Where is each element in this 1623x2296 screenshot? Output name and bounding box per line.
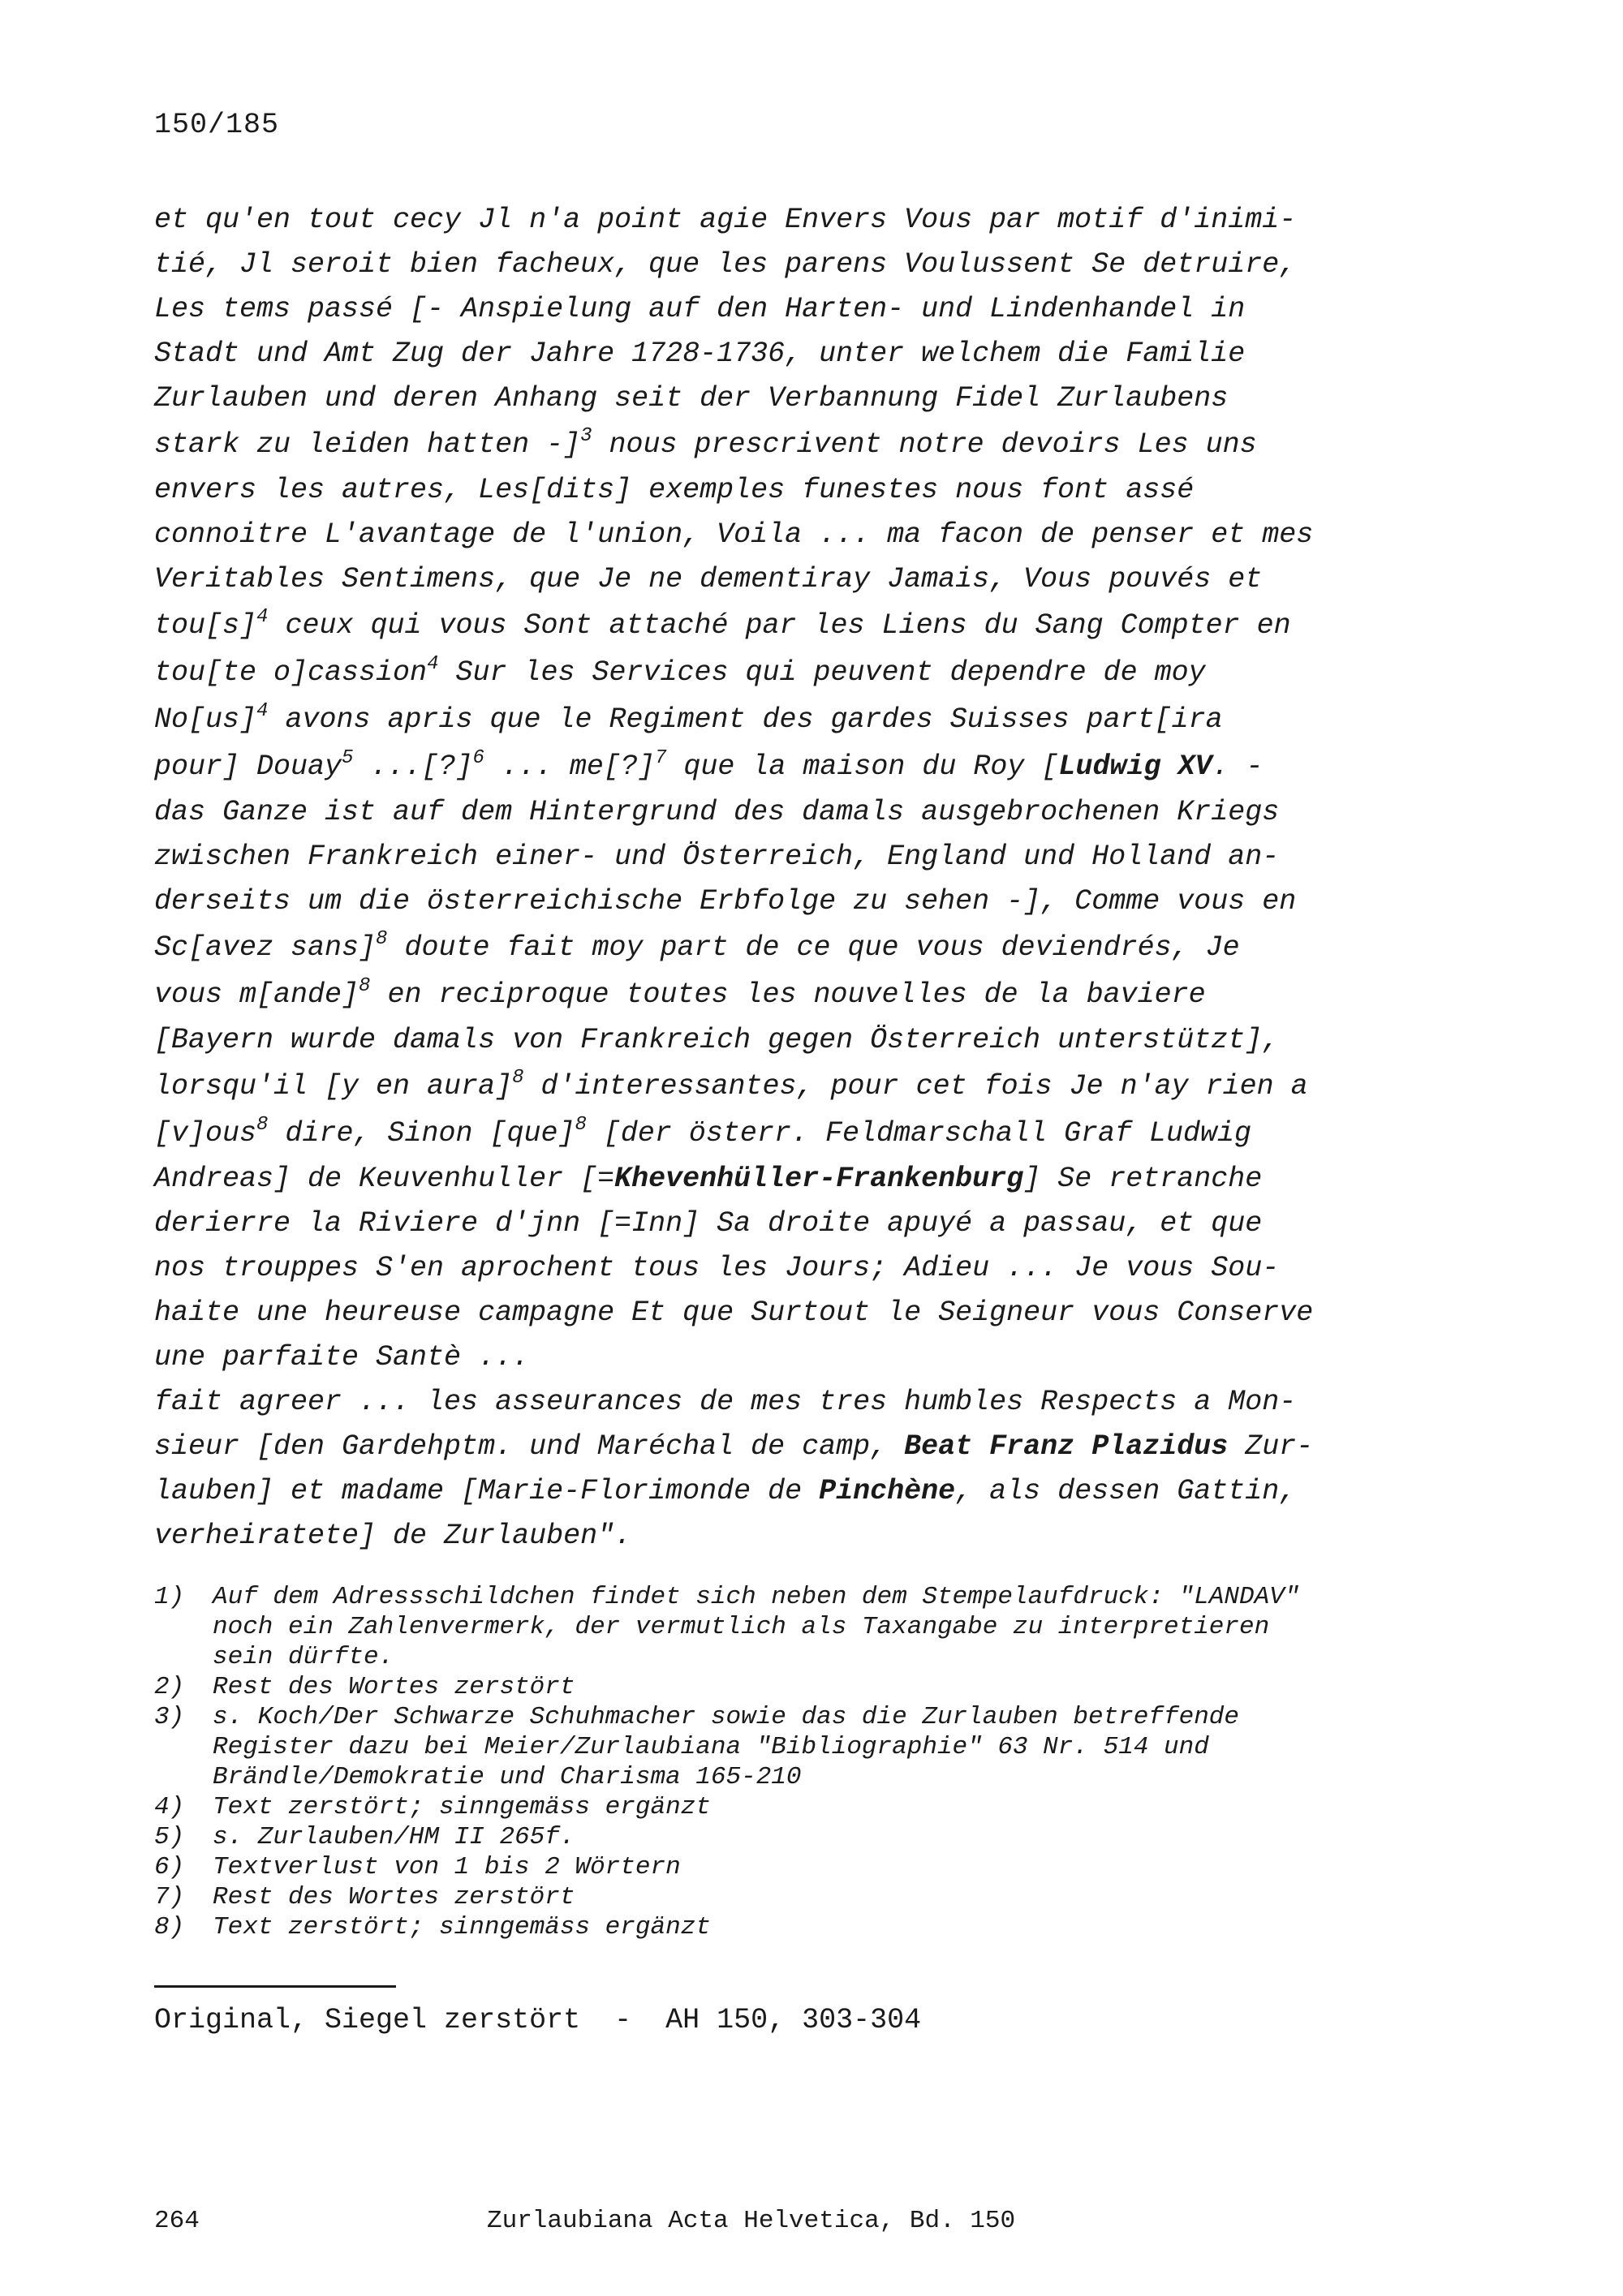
body-line — [154, 468, 1420, 513]
body-line — [154, 924, 1420, 971]
text-segment: tou[te o]cassion — [154, 656, 428, 689]
footnote-ref: 4 — [256, 700, 269, 722]
text-segment: ] Se retranche — [1023, 1163, 1263, 1195]
text-segment: Andreas] de Keuvenhuller [= — [154, 1163, 615, 1195]
text-segment: connoitre L'avantage de l'union, Voila ... ma facon de penser et mes — [154, 518, 1314, 551]
body-line — [154, 1291, 1420, 1335]
body-line — [154, 198, 1420, 243]
footnote-ref: 8 — [376, 928, 388, 950]
text-segment: ... me[?] — [484, 750, 655, 783]
body-line — [154, 513, 1420, 557]
footnote-ref: 6 — [472, 747, 484, 769]
body-line — [154, 421, 1420, 468]
footnote-text: sein dürfte. — [213, 1643, 394, 1671]
footnote-ref: 8 — [512, 1067, 524, 1089]
source-note: Original, Siegel zerstört - AH 150, 303-304 — [154, 2004, 922, 2036]
body-line — [154, 1246, 1420, 1291]
body-line — [154, 696, 1420, 743]
footnote-text: Rest des Wortes zerstört — [213, 1673, 575, 1701]
footnote-line — [154, 1882, 1453, 1912]
body-line — [154, 879, 1420, 924]
body-line — [154, 1514, 1420, 1559]
text-segment: en reciproque toutes les nouvelles de la baviere — [370, 978, 1206, 1011]
text-segment: Stadt und Amt Zug der Jahre 1728-1736, unter welchem die Familie — [154, 338, 1246, 370]
footnote-ref: 5 — [342, 747, 354, 769]
body-line — [154, 602, 1420, 649]
footnote-number: 1) — [154, 1583, 185, 1611]
footnote-line — [154, 1582, 1453, 1612]
text-segment: Sc[avez sans] — [154, 931, 377, 964]
footnote-ref: 8 — [256, 1114, 269, 1136]
footnote-line — [154, 1672, 1453, 1702]
footnote — [154, 1882, 1453, 1912]
text-segment: avons apris que le Regiment des gardes Suisses part[ira — [268, 703, 1223, 736]
body-line — [154, 790, 1420, 835]
footnote-number: 6) — [154, 1853, 185, 1881]
body-line — [154, 835, 1420, 879]
body-line — [154, 1335, 1420, 1380]
footnotes — [154, 1582, 1453, 1942]
text-segment: [der österr. Feldmarschall Graf Ludwig — [586, 1117, 1252, 1150]
text-segment: vous m[ande] — [154, 978, 359, 1011]
footnote — [154, 1852, 1453, 1882]
footer-page-number: 264 — [154, 2207, 200, 2235]
footnote-text: noch ein Zahlenvermerk, der vermutlich als Taxangabe zu interpretieren — [213, 1613, 1270, 1641]
body-line — [154, 1425, 1420, 1469]
footnote-ref: 8 — [575, 1114, 587, 1136]
text-segment: verheiratete] de Zurlauben". — [154, 1520, 632, 1552]
footnote-number: 4) — [154, 1793, 185, 1821]
page-counter: 150/185 — [154, 109, 280, 141]
footer-publication: Zurlaubiana Acta Helvetica, Bd. 150 — [487, 2207, 1016, 2235]
text-segment: fait agreer ... les asseurances de mes tres humbles Respects a Mon- — [154, 1386, 1297, 1418]
body-line — [154, 557, 1420, 602]
body-line — [154, 243, 1420, 287]
text-segment: Zur- — [1228, 1430, 1314, 1463]
bold-name: Ludwig XV — [1058, 750, 1212, 783]
text-segment: nos trouppes S'en aprochent tous les Jours; Adieu ... Je vous Sou- — [154, 1252, 1280, 1284]
body-line — [154, 649, 1420, 696]
text-segment: [Bayern wurde damals von Frankreich gegen Österreich unterstützt], — [154, 1024, 1280, 1056]
text-segment: nous prescrivent notre devoirs Les uns — [592, 428, 1257, 461]
text-segment: et qu'en tout cecy Jl n'a point agie Envers Vous par motif d'inimi- — [154, 204, 1297, 236]
footnote-line — [154, 1702, 1453, 1732]
body-line — [154, 287, 1420, 332]
text-segment: , als dessen Gattin, — [955, 1475, 1297, 1507]
body-line — [154, 1202, 1420, 1246]
footnote-line — [154, 1642, 1453, 1672]
text-segment: . - — [1212, 750, 1264, 783]
text-segment: ceux qui vous Sont attaché par les Liens du Sang Compter en — [268, 609, 1291, 642]
footnote — [154, 1792, 1453, 1822]
footnote-text: s. Zurlauben/HM II 265f. — [213, 1823, 575, 1851]
footnote — [154, 1582, 1453, 1672]
footnote-line — [154, 1732, 1453, 1762]
footnote-text: Text zerstört; sinngemäss ergänzt — [213, 1793, 711, 1821]
text-segment: zwischen Frankreich einer- und Österreich, England und Holland an- — [154, 841, 1280, 873]
text-segment: stark zu leiden hatten -] — [154, 428, 581, 461]
text-segment: doute fait moy part de ce que vous deviendrés, Je — [387, 931, 1240, 964]
footnote — [154, 1822, 1453, 1852]
footnote-line — [154, 1762, 1453, 1792]
footnote-line — [154, 1912, 1453, 1942]
footnote-text: Brändle/Demokratie und Charisma 165-210 — [213, 1763, 802, 1791]
body-line — [154, 1469, 1420, 1514]
footnote-line — [154, 1612, 1453, 1642]
footnote-number: 2) — [154, 1673, 185, 1701]
footnote-text: Auf dem Adressschildchen findet sich neben dem Stempelaufdruck: "LANDAV" — [213, 1583, 1300, 1611]
body-line — [154, 1110, 1420, 1157]
footnote-ref: 7 — [654, 747, 667, 769]
text-segment: lorsqu'il [y en aura] — [154, 1070, 513, 1103]
text-segment: tou[s] — [154, 609, 257, 642]
text-segment: Veritables Sentimens, que Je ne dementiray Jamais, Vous pouvés et — [154, 563, 1263, 595]
source-divider — [154, 1985, 396, 1988]
footnote-text: Rest des Wortes zerstört — [213, 1883, 575, 1911]
footnote — [154, 1672, 1453, 1702]
footnote — [154, 1702, 1453, 1792]
text-segment: das Ganze ist auf dem Hintergrund des damals ausgebrochenen Kriegs — [154, 796, 1280, 828]
footnote-ref: 3 — [580, 425, 592, 447]
letter-transcription — [154, 198, 1420, 1559]
text-segment: ...[?] — [353, 750, 473, 783]
text-segment: une parfaite Santè ... — [154, 1341, 530, 1374]
footnote-text: Textverlust von 1 bis 2 Wörtern — [213, 1853, 681, 1881]
footnote-number: 8) — [154, 1913, 185, 1941]
text-segment: tié, Jl seroit bien facheux, que les parens Voulussent Se detruire, — [154, 248, 1297, 281]
body-line — [154, 1063, 1420, 1110]
bold-name: Khevenhüller-Frankenburg — [614, 1163, 1024, 1195]
body-line — [154, 1380, 1420, 1425]
footnote-text: s. Koch/Der Schwarze Schuhmacher sowie das die Zurlauben betreffende — [213, 1703, 1240, 1731]
text-segment: lauben] et madame [Marie-Florimonde de — [154, 1475, 820, 1507]
footnote-ref: 4 — [427, 653, 439, 675]
body-line — [154, 332, 1420, 376]
footnote-line — [154, 1792, 1453, 1822]
text-segment: Sur les Services qui peuvent dependre de moy — [438, 656, 1206, 689]
footnote-ref: 4 — [256, 606, 269, 628]
text-segment: Zurlauben und deren Anhang seit der Verbannung Fidel Zurlaubens — [154, 382, 1229, 415]
text-segment: derseits um die österreichische Erbfolge zu sehen -], Comme vous en — [154, 885, 1297, 918]
footnote-number: 3) — [154, 1703, 185, 1731]
bold-name: Pinchène — [819, 1475, 956, 1507]
bold-name: Beat Franz Plazidus — [904, 1430, 1229, 1463]
text-segment: Les tems passé [- Anspielung auf den Harten- und Lindenhandel in — [154, 293, 1246, 325]
text-segment: haite une heureuse campagne Et que Surtout le Seigneur vous Conserve — [154, 1296, 1314, 1329]
text-segment: que la maison du Roy [ — [666, 750, 1059, 783]
text-segment: [v]ous — [154, 1117, 257, 1150]
footnote-line — [154, 1852, 1453, 1882]
body-line — [154, 1018, 1420, 1063]
text-segment: pour] Douay — [154, 750, 342, 783]
text-segment: dire, Sinon [que] — [268, 1117, 575, 1150]
footnote-text: Text zerstört; sinngemäss ergänzt — [213, 1913, 711, 1941]
body-line — [154, 1157, 1420, 1202]
footnote — [154, 1912, 1453, 1942]
text-segment: No[us] — [154, 703, 257, 736]
footnote-number: 5) — [154, 1823, 185, 1851]
footnote-ref: 8 — [359, 975, 371, 997]
text-segment: d'interessantes, pour cet fois Je n'ay rien a — [523, 1070, 1308, 1103]
text-segment: envers les autres, Les[dits] exemples funestes nous font assé — [154, 474, 1195, 506]
footnote-text: Register dazu bei Meier/Zurlaubiana "Bibliographie" 63 Nr. 514 und — [213, 1733, 1209, 1761]
body-line — [154, 376, 1420, 421]
text-segment: derierre la Riviere d'jnn [=Inn] Sa droite apuyé a passau, et que — [154, 1207, 1263, 1240]
body-line — [154, 743, 1420, 790]
body-line — [154, 971, 1420, 1018]
footnote-line — [154, 1822, 1453, 1852]
footnote-number: 7) — [154, 1883, 185, 1911]
text-segment: sieur [den Gardehptm. und Maréchal de camp, — [154, 1430, 905, 1463]
